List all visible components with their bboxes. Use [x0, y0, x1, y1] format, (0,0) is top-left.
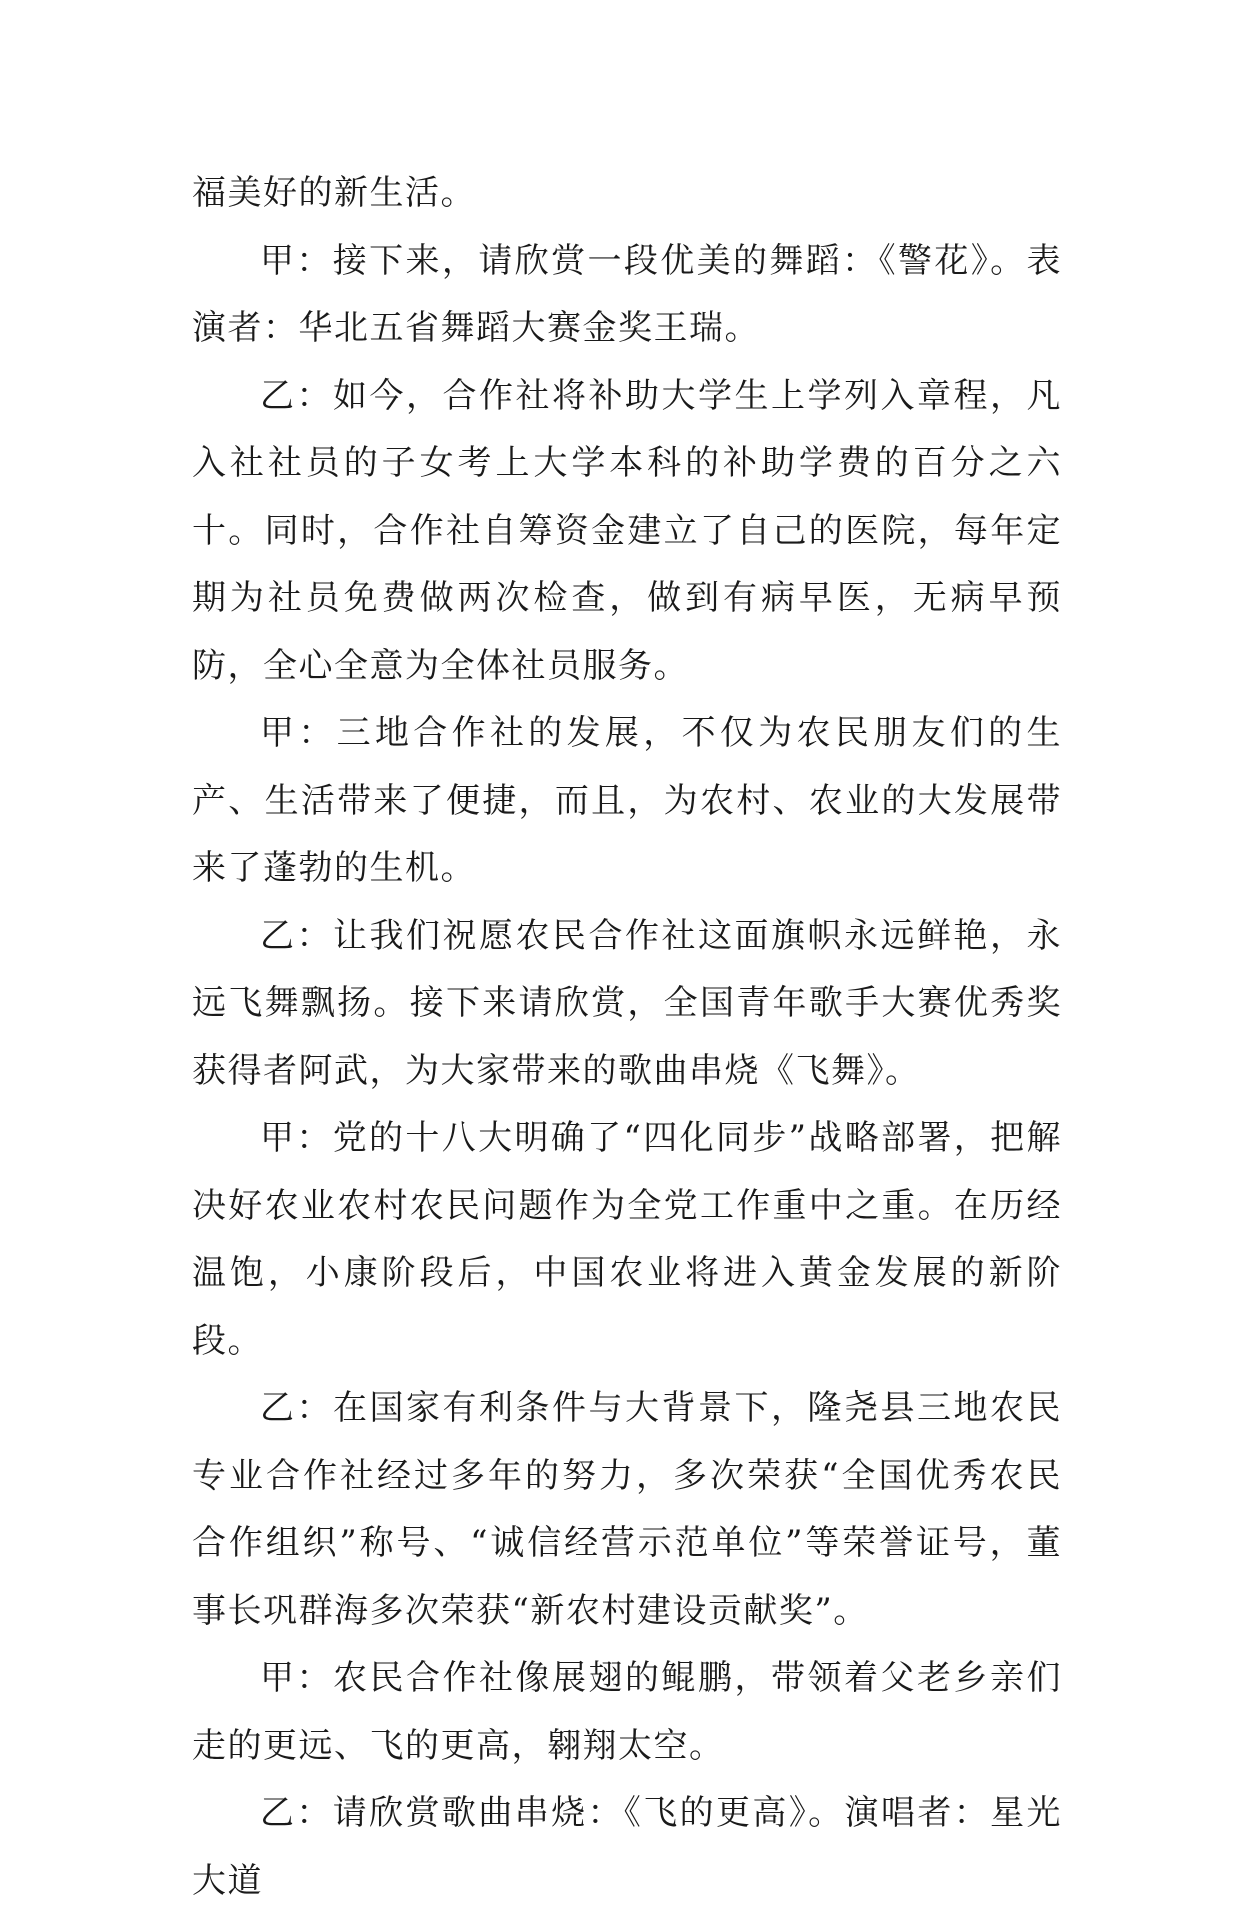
paragraph: 乙：如今，合作社将补助大学生上学列入章程，凡入社社员的子女考上大学本科的补助学费的百分之六十。同时，合作社自筹资金建立了自己的医院，每年定期为社员免费做两次检查，做到有病早医，无病早预防，全心全意为全体社员服务。: [192, 375, 1062, 686]
document-body: [192, 160, 1062, 1915]
paragraph: 乙：让我们祝愿农民合作社这面旗帜永远鲜艳，永远飞舞飘扬。接下来请欣赏，全国青年歌手大赛优秀奖获得者阿武，为大家带来的歌曲串烧《飞舞》。: [192, 915, 1062, 1091]
paragraph: 甲：三地合作社的发展，不仅为农民朋友们的生产、生活带来了便捷，而且，为农村、农业的大发展带来了蓬勃的生机。: [192, 713, 1062, 888]
paragraph: 乙：请欣赏歌曲串烧：《飞的更高》。演唱者：星光大道: [192, 1793, 1062, 1901]
paragraph: 福美好的新生活。: [192, 173, 476, 213]
paragraph: 甲：接下来，请欣赏一段优美的舞蹈：《警花》。表演者：华北五省舞蹈大赛金奖王瑞。: [192, 240, 1062, 348]
paragraph: 甲：农民合作社像展翅的鲲鹏，带领着父老乡亲们走的更远、飞的更高，翱翔太空。: [192, 1658, 1062, 1766]
paragraph: 乙：在国家有利条件与大背景下，隆尧县三地农民专业合作社经过多年的努力，多次荣获“全国优秀农民合作组织”称号、“诚信经营示范单位”等荣誉证号，董事长巩群海多次荣获“新农村建设贡献奖”。: [192, 1388, 1062, 1631]
paragraph: 甲：党的十八大明确了“四化同步”战略部署，把解决好农业农村农民问题作为全党工作重中之重。在历经温饱，小康阶段后，中国农业将进入黄金发展的新阶段。: [192, 1118, 1062, 1361]
